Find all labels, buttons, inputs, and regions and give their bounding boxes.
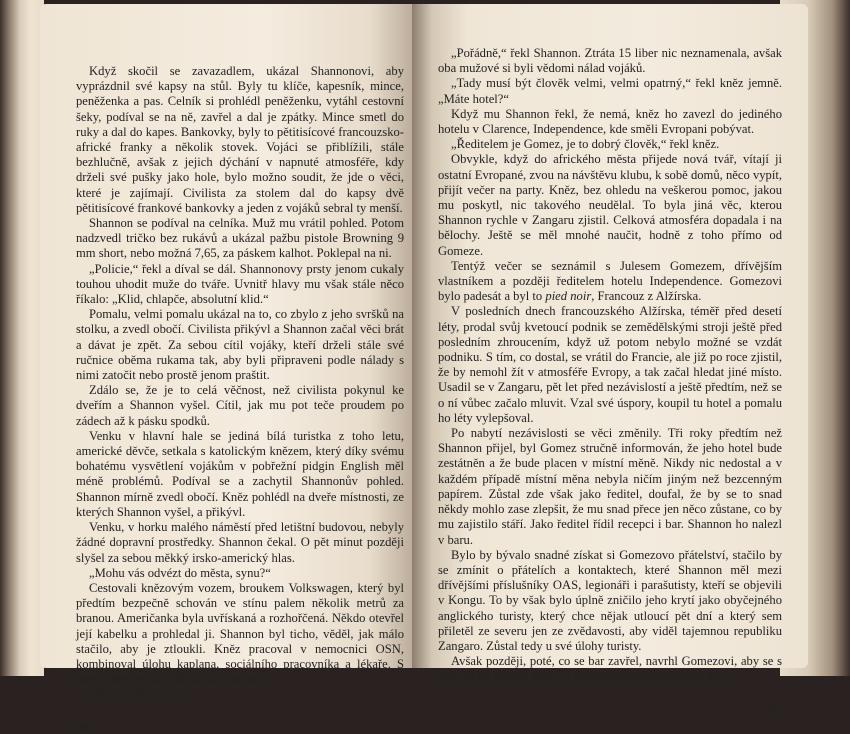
paragraph bbox=[438, 259, 782, 305]
paragraph: Avšak později, poté, co se bar zavřel, navrhl Gomezovi, aby se s ním šel do pokoje napít. Z nevysvětlitelného důvodu mu bbox=[438, 654, 782, 684]
left-page-text bbox=[76, 64, 404, 734]
paragraph: Když skočil se zavazadlem, ukázal Shannonovi, aby vyprázdnil své kapsy na stůl. Byly tu klíče, kapesník, mince, peněženka a pas. Celník si prohlédl peněženku, vytáhl cestovní šeky, podíval se na ně, zavřel a dal je zpátky. Mince smetl do ruky a dal do kapes. Bankovky, byly to pětitisícové francouzsko-africké franky a několik stovek. Vojáci se přiblížili, stále bezhlučně, avšak z jejich dýchání v napnuté atmosféře, kdy drželi své pušky jako hole, bylo možno soudit, že jde o věci, které je zajímají. Civilista za stolem dal do kapsy dvě pětitisícové frankové bankovky a jeden z vojáků sebral ty menší. bbox=[76, 64, 404, 215]
paragraph: Venku, v horku malého náměstí před letištní budovou, nebyly žádné dopravní prostředky. Shannon čekal. O pět minut později slyšel za sebou měkký irsko-americký hlas. bbox=[76, 520, 404, 565]
paragraph: Po nabytí nezávislosti se věci změnily. Tři roky předtím než Shannon přijel, byl Gomez stručně informován, že jeho hotel bude zestátněn a že bude placen v místní měně. Nikdy nic nedostal a v každém případě místní měna nebyla ničím jiným než bezcenným papírem. Zůstal zde však jako ředitel, doufal, že by se to snad někdy mohlo zase zlepšit, že mu snad přece jen něco zůstane, co by mu zajistilo stáří. Jako ředitel řídil recepci i bar. Shannon ho nalezl v baru. bbox=[438, 426, 782, 547]
page-number: 97 bbox=[769, 700, 782, 716]
paragraph: „Ti vás obrali, co?“ bbox=[89, 687, 188, 702]
text-run: , Francouz z Alžírska. bbox=[591, 289, 702, 304]
right-page bbox=[412, 4, 808, 716]
paragraph: Když mu Shannon řekl, že nemá, kněz ho zavezl do jediného hotelu v Clarence, Independence, kde směli Evropani pobývat. bbox=[438, 106, 782, 137]
paragraph: „Pořádně,“ řekl Shannon. Ztráta 15 liber nic neznamenala, avšak oba mužové si byli vědomi nálad vojáků. bbox=[438, 46, 782, 76]
paragraph: „Mohu vás odvézt do města, synu?“ bbox=[89, 565, 271, 580]
text-run: Tentýž večer se seznámil s Julesem Gomezem, dřívějším vlastníkem a později ředitelem hotelu Independence. Gomezovi bylo padesát a byl to bbox=[438, 258, 782, 304]
paragraph: Obvykle, když do afrického města přijede nová tvář, vítají ji ostatní Evropané, zvou na návštěvu klubu, k sobě domů, něco vypít, přijít večer na party. Kněz, bez ohledu na veškerou pomoc, jakou mu poskytl, nic takového neudělal. To byla jiná věc, kterou Shannon rychle v Zangaru zjistil. Celková atmosféra dopadala i na bělochy. Ještě se měl mnohé naučit, hodně z toho přímo od Gomeze. bbox=[438, 152, 782, 258]
paragraph: Cestovali knězovým vozem, broukem Volkswagen, který byl předtím bezpečně schován ve stínu palem několik metrů za branou. Američanka byla uvřískaná a rozhořčená. Někdo otevřel její kabelku a prohledal ji. Shannon byl ticho, věděl, jak málo stačilo, aby je ztloukli. Kněz pracoval v nemocnici OSN, kombinoval úlohu kaplana, sociálního pracovníka a lékaře. S porozuměním se podíval na Shannona. bbox=[76, 580, 404, 687]
book-page-edges-left bbox=[0, 0, 44, 676]
right-page-text bbox=[438, 46, 782, 716]
paragraph: V posledních dnech francouzského Alžírska, téměř před desetí léty, prodal svůj kvetoucí podnik se zemědělskými stroji ještě před posledním zhroucením, když už potom nebylo možné se vzdát podniku. S tím, co dostal, se vrátil do Francie, ale již po roce zjistil, že by nemohl žít v atmosféře Evropy, a tak začal hledat jiné místo. Usadil se v Zangaru, pět let před nezávislostí a ještě předtím, než se o ní vůbec začalo mluvit. Vzal své úspory, koupil tu hotel a pomalu ho léty vylepšoval. bbox=[438, 304, 782, 425]
paragraph: Bylo by bývalo snadné získat si Gomezovo přátelství, stačilo by se zmínit o přátelích a kontaktech, které Shannon měl mezi dřívějšími příslušníky OAS, legionáři i parašutisty, kteří se objevili v Kongu. To by však bylo úplně zničilo jeho krytí jako obyčejného anglického turisty, který chce nějak utloucí pět dní a který sem přiletěl ze severu jen ze zvědavosti, aby viděl tajemnou republiku Zangaro. Zůstal tedy u své úlohy turisty. bbox=[438, 547, 782, 653]
paragraph: Venku v hlavní hale se jediná bílá turistka z toho letu, americké děvče, setkala s katolickým knězem, který díky svému bohatému vysvětlení vojákům v pobřežní pidgin English měl méně problémů. Podíval se a zachytil Shannonův pohled. Shannon mírně zvedl obočí. Kněz pohlédl na dveře místnosti, ze kterých Shannon vyšel, a přikývl. bbox=[76, 428, 404, 519]
paragraph: Zdálo se, že je to celá věčnost, než civilista pokynul ke dveřím a Shannon vyšel. Cítil, jak mu pot teče proudem po zádech až k pásku spodků. bbox=[76, 383, 404, 428]
italic-phrase: pied noir bbox=[545, 289, 592, 304]
page-number: 96 bbox=[76, 718, 89, 734]
left-page bbox=[40, 4, 415, 734]
paragraph: „Ředitelem je Gomez, je to dobrý člověk,“ řekl kněz. bbox=[451, 137, 720, 152]
paragraph: „Tady musí být člověk velmi, velmi opatrný,“ řekl kněz jemně. „Máte hotel?“ bbox=[438, 76, 782, 106]
paragraph: „Policie,“ řekl a díval se dál. Shannonovy prsty jenom cukaly touhou uhodit muže do tváře. Uvnitř hlavy mu však stále něco říkalo: „Klid, chlapče, absolutní klid.“ bbox=[76, 261, 404, 307]
paragraph: Pomalu, velmi pomalu ukázal na to, co zbylo z jeho svršků na stolku, a zvedl obočí. Civilista přikývl a Shannon začal věci brát a dávat je zpět. Za sebou cítil vojáky, kteří drželi stále své ručnice oběma rukama tak, aby byli připraveni podle nálady s nimi zatočit nebo prostě jenom praštit. bbox=[76, 307, 404, 383]
paragraph: Shannon se podíval na celníka. Muž mu vrátil pohled. Potom nadzvedl tričko bez rukávů a ukázal pažbu pistole Browning 9 mm short, nebo možná 7,65, za páskem kalhot. Poklepal na ni. bbox=[76, 216, 404, 261]
